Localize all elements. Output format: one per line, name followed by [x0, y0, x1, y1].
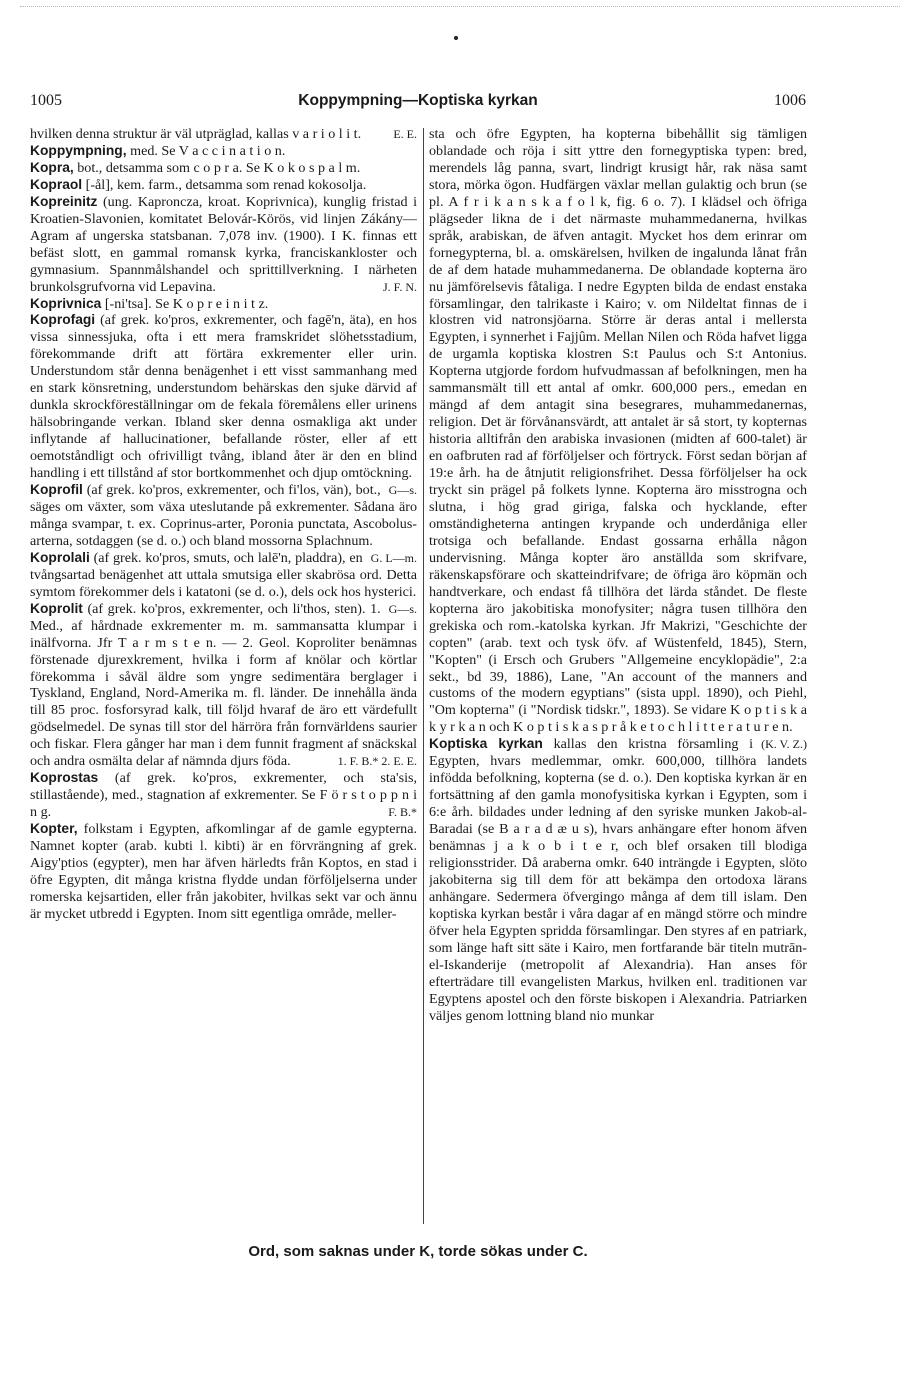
headword: Kopter, — [30, 821, 78, 837]
entry-text: kallas den kristna församling i Egypten, hvars medlemmar, omkr. 600,000, tillhöra landets infödda befolkning, kopterna (se d. o.). Den koptiska kyrkan är en fortsättning af den gamla monofysitiska kyrkan i Egypten, som i 6:e årh. bildades under ledning af den syriske munken Jakob-al-Baradai (se B a r a d æ u s), hvars anhängare efter honom äfven benämnas j a k o b i t e r, och blef orsaken till blodiga religionsstrider. Då araberna omkr. 640 inträngde i Egypten, slöto jakobiterna sig till dem för att bekämpa den ortodoxa lärans anhängare. Sedermera öfvergingo många af dem till islam. Den koptiska kyrkan består i våra dagar af en mängd större och mindre öfver hela Egypten spridda församlingar. Den styres af en patriark, som länge haft sitt säte i Kairo, men fortfarande bär titeln mutrān-el-Iskanderije (metropolit af Alexandria). Han anses för efterträdare till evangelisten Markus, hvilken enl. traditionen var Egyptens apostel och den förste biskopen i Alexandria. Patriarken väljes genom lottning bland nio munkar — [429, 736, 807, 1024]
headword: Koprivnica — [30, 295, 102, 311]
entry-text: folkstam i Egypten, afkomlingar af de gamle egypterna. Namnet kopter (arab. kubti l. kibti) är en förvrängning af grek. Aigy'ptios (egypter), men har äfven härledts från Koptos, en stad i öfre Egypten, dit många kristna flydde undan förföljelserna under romerska kejsartiden, eller från jakobiter, hvilkas sekt var och ännu är mycket utbredd i Egypten. Inom sitt egentliga område, meller- — [30, 821, 417, 922]
left-column — [30, 126, 417, 1241]
entry-text: (af grek. ko'pros, exkrementer, och fi'los, vän), bot., säges om växter, som växa uteslutande på exkrementer. Sådana äro många svampar, t. ex. Coprinus-arter, Poronia punctata, Ascobolus-arterna, sotdaggen (se d. o.) och bland mossorna Splachnum. — [30, 482, 417, 549]
entry-text: bot., detsamma som c o p r a. Se K o k o s p a l m. — [77, 159, 361, 176]
headword: Koppympning, — [30, 142, 127, 158]
entry-text: [-ni'tsa]. Se K o p r e i n i t z. — [104, 295, 269, 312]
entry — [30, 296, 417, 313]
entry — [30, 770, 417, 821]
page-number-left: 1005 — [30, 92, 62, 109]
entry-text: hvilken denna struktur är väl utpräglad, kallas v a r i o l i t. — [30, 126, 362, 142]
entry-text: sta och öfre Egypten, ha kopterna bibehållit sig tämligen oblandade och röja i sitt yttre den fornegyptiska typen: bred, merendels låg panna, svart, lindrigt krusigt hår, rak näsa samt stora, mörka ögon. Hudfärgen växlar mellan gulaktig och brun (se pl. A f r i k a n s k a f o l k, fig. 6 o. 7). I klädsel och öfriga plägseder likna de i det närmaste muhammedanerna, hvilkas språk, arabiskan, de äfven antagit. Mycket hos dem erinrar om fornegypterna, bl. a. omskärelsen, hvilken de ingalunda lånat från de af dem hatade muhammedanerna. De oblandade kopterna äro nu jämförelsevis fåtaliga. I nedre Egypten bilda de endast enstaka församlingar, den talrikaste i Kairo; v. om Nildeltat finnas de i klostren vid natronsjöarna. Större är deras antal i mellersta Egypten, i synnerhet i Fajjûm. Mellan Nilen och Röda hafvet ligga de urgamla koptiska klostren S:t Paulus och S:t Antonius. Kopterna utgjorde fordom hufvudmassan af befolkningen, men ha sammansmält till ett antal af omkr. 600,000 pers., emedan en mängd af dem antagit sina besegrares, muhammedanernas, religion. Det är förvånansvärdt, att antalet är så stort, ty kopternas historia alltifrån den arabiska invasionen (midten af 600-talet) är en oafbruten rad af förföljelser och förtryck. Först sedan början af 19:e årh. ha de åtnjutit religionsfrihet. Dessa förföljelser ha ock tryckt sin prägel på folkets lynne. Kopterna äro misstrogna och slutna, i hög grad giriga, falska och hycklande, efter omständigheterna antingen krypande och underdåniga eller trotsiga och befallande. Endast gossarna erhålla någon undervisning. Många kopter äro anställda som skrifvare, räkenskapsförare och skatteindrifvare; de öfriga äro köpmän och handtverkare, och endast få tillhöra det lärda ståndet. De fleste kopterna äro jakobitiska monofysiter; några tusen tillhöra den grekiska och rom.-katolska kyrkan. Jfr Makrizi, "Geschichte der copten" (arab. text och tysk öfv. af Wüstenfeld, 1845), Stern, "Kopten" (i Ersch och Grubers "Allgemeine encyklopädie", 2:a sekt., bd 39, 1886), Lane, "An account of the manners and customs of the modern egyptians" (sista uppl. 1890), och Piehl, "Om kopterna" (i "Nordisk tidskr.", 1893). Se vidare K o p t i s k a k y r k a n och K o p t i s k a s p r å k e t o c h l i t t e r a t u r e n. — [429, 126, 807, 736]
entry — [30, 126, 417, 143]
entry-text: med. Se V a c c i n a t i o n. — [130, 142, 286, 159]
author-signature: (K. V. Z.) — [761, 737, 807, 752]
author-signature: 1. F. B.* 2. E. E. — [337, 754, 417, 769]
entry — [30, 821, 417, 923]
entry-text: [-ål], kem. farm., detsamma som renad kokosolja. — [85, 176, 367, 193]
author-signature: F. B.* — [388, 805, 417, 820]
author-signature: G. L—m. — [370, 550, 417, 565]
entry — [429, 736, 807, 1024]
column-divider — [423, 128, 424, 1224]
entry-text: (ung. Kaproncza, kroat. Koprivnica), kunglig fristad i Kroatien-Slavonien, komitatet Belovár-Körös, vid linjen Zákány—Agram af ungerska statsbanan. 7,078 inv. (1900). I K. finnas ett befäst slott, en gammal romansk kyrka, franciskankloster och gymnasium. Spannmålshandel och sprittillverkning. I närheten brunkolsgrufvorna vid Lepavina. — [30, 193, 417, 295]
entry — [30, 194, 417, 296]
headword: Koprostas — [30, 770, 99, 786]
headword: Koptiska kyrkan — [429, 736, 543, 752]
headword: Kopraol — [30, 176, 83, 192]
headword: Kopreinitz — [30, 193, 98, 209]
page-number-right: 1006 — [774, 92, 806, 109]
page-header — [30, 92, 806, 114]
headword: Kopra, — [30, 159, 74, 175]
author-signature: E. E. — [393, 127, 417, 141]
entry — [30, 143, 417, 160]
author-signature: J. F. N. — [382, 279, 417, 294]
footer-note: Ord, som saknas under K, torde sökas under C. — [248, 1243, 588, 1260]
headword: Koprolali — [30, 549, 90, 565]
running-title: Koppympning—Koptiska kyrkan — [298, 92, 538, 109]
right-column — [429, 126, 807, 1241]
headword: Koprolit — [30, 600, 83, 616]
entry-text: (af grek. ko'pros, exkrementer, och sta'sis, stillastående), med., stagnation af exkrementer. Se F ö r s t o p p n i n g. — [30, 770, 417, 821]
entry — [30, 160, 417, 177]
entry-text: (af grek. ko'pros, smuts, och lalē'n, pladdra), en tvångsartad benägenhet att uttala smutsiga eller skabrösa ord. Detta symtom förekommer dels i katatoni (se d. o.), dels ock hos hysterici. — [30, 549, 417, 600]
scan-top-edge — [20, 6, 900, 7]
entry — [30, 177, 417, 194]
author-signature: G—s. — [388, 601, 417, 616]
entry-text: (af grek. ko'pros, exkrementer, och li'thos, sten). 1. Med., af hårdnade exkrementer m. m. sammansatta klumpar i inälfvorna. Jfr T a r m s t e n. — 2. Geol. Koproliter benämnas förstenade djurexkrement, hvilka i form af knölar och körtlar förekomma i såväl äldre som yngre sedimentära berglager i Tyskland, England, Nord-Amerika m. fl. länder. De innehålla ända till 85 proc. fosforsyrad kalk, till följd hvaraf de äro ett värdefullt gödselmedel. De synas till stor del härröra från fornvärldens saurier och fiskar. Flera gånger har man i dem funnit fragment af snäckskal och andra osmälta delar af nämnda djurs föda. — [30, 600, 417, 770]
entry — [30, 601, 417, 771]
headword: Koprofagi — [30, 312, 96, 328]
entry-text: (af grek. ko'pros, exkrementer, och fagē'n, äta), en hos vissa sinnessjuka, ofta i ett mera framskridet slöhetsstadium, förekommande drift att förtära exkrementer eller urin. Understundom står denna benägenhet i ett visst sammanhang med en stark könsretning, understundom behärskas den sjuke därvid af dunkla skrockföreställningar om de fekala föremålens eller urinens hälsobringande verkan. Ibland sker denna osmakliga akt under inflytande af hallucinationer, befallande röster, eller af ett oemotståndligt och ofrivilligt tvång, ibland åter är den en blind handling i ett tillstånd af stor bortkommenhet och djup omtöckning. — [30, 312, 417, 482]
ink-dot — [454, 36, 458, 40]
headword: Koprofil — [30, 482, 83, 498]
entry — [429, 126, 807, 752]
author-signature: G—s. — [388, 483, 417, 498]
